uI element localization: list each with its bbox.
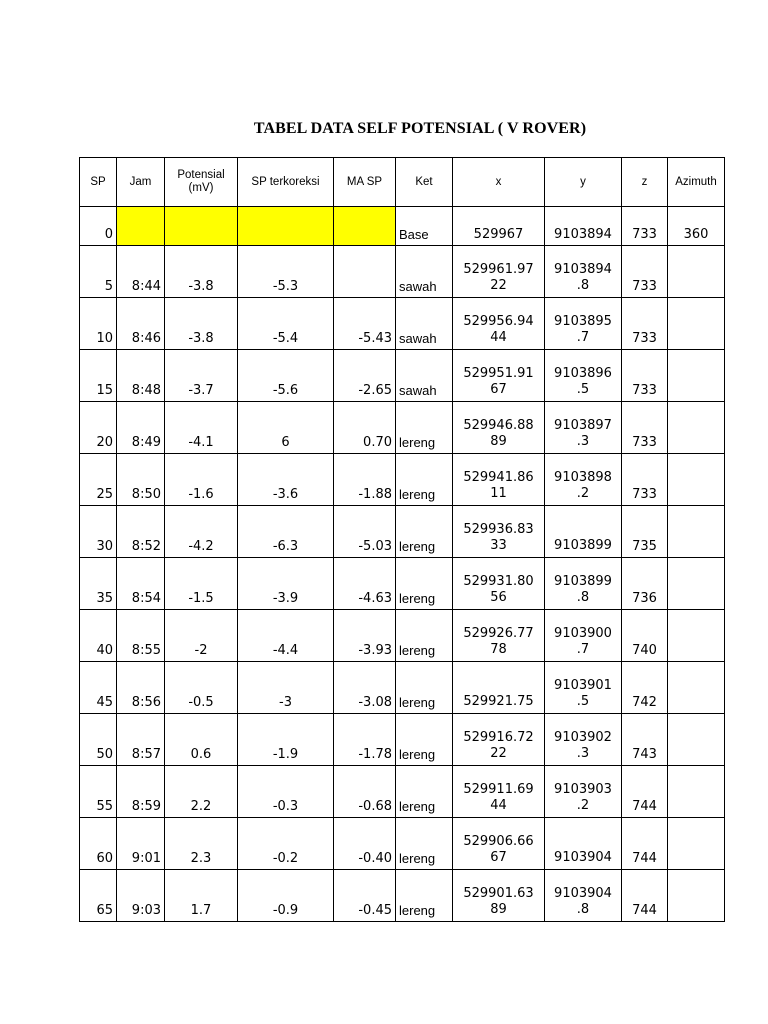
cell-ma-sp: -0.40 bbox=[334, 818, 396, 870]
cell-z: 733 bbox=[622, 454, 668, 506]
cell-sp: 55 bbox=[80, 766, 117, 818]
header-sp-terkoreksi: SP terkoreksi bbox=[238, 158, 334, 207]
cell-x: 529956.94 44 bbox=[453, 298, 545, 350]
cell-z: 742 bbox=[622, 662, 668, 714]
cell-ma-sp: -4.63 bbox=[334, 558, 396, 610]
cell-azimuth bbox=[668, 766, 725, 818]
cell-x: 529936.83 33 bbox=[453, 506, 545, 558]
header-row bbox=[80, 158, 725, 207]
cell-x: 529961.97 22 bbox=[453, 246, 545, 298]
cell-x: 529916.72 22 bbox=[453, 714, 545, 766]
cell-potensial: -3.8 bbox=[165, 298, 238, 350]
cell-ma-sp: -0.45 bbox=[334, 870, 396, 922]
cell-ma-sp: -2.65 bbox=[334, 350, 396, 402]
cell-azimuth bbox=[668, 870, 725, 922]
cell-ma-sp: -3.08 bbox=[334, 662, 396, 714]
table-row bbox=[80, 818, 725, 870]
cell-sp: 15 bbox=[80, 350, 117, 402]
header-azimuth: Azimuth bbox=[668, 158, 725, 207]
cell-ket: lereng bbox=[396, 558, 453, 610]
cell-jam: 8:49 bbox=[117, 402, 165, 454]
cell-potensial: 2.3 bbox=[165, 818, 238, 870]
cell-azimuth bbox=[668, 558, 725, 610]
cell-y: 9103902 .3 bbox=[545, 714, 622, 766]
cell-azimuth bbox=[668, 350, 725, 402]
cell-ket: lereng bbox=[396, 766, 453, 818]
cell-y: 9103894 bbox=[545, 207, 622, 246]
cell-azimuth bbox=[668, 402, 725, 454]
cell-ket: lereng bbox=[396, 506, 453, 558]
table-row bbox=[80, 714, 725, 766]
cell-azimuth bbox=[668, 662, 725, 714]
cell-potensial-highlight bbox=[165, 207, 238, 246]
cell-ma-sp-highlight bbox=[334, 207, 396, 246]
cell-potensial: -3.7 bbox=[165, 350, 238, 402]
cell-y: 9103903 .2 bbox=[545, 766, 622, 818]
cell-z: 736 bbox=[622, 558, 668, 610]
self-potential-table bbox=[79, 157, 725, 922]
cell-azimuth bbox=[668, 298, 725, 350]
cell-sp: 60 bbox=[80, 818, 117, 870]
cell-sp-terkoreksi: -0.3 bbox=[238, 766, 334, 818]
cell-y: 9103900 .7 bbox=[545, 610, 622, 662]
cell-jam-highlight bbox=[117, 207, 165, 246]
cell-ket: lereng bbox=[396, 870, 453, 922]
cell-jam: 8:54 bbox=[117, 558, 165, 610]
cell-potensial: 0.6 bbox=[165, 714, 238, 766]
cell-z: 733 bbox=[622, 246, 668, 298]
cell-ket: lereng bbox=[396, 610, 453, 662]
cell-sp: 0 bbox=[80, 207, 117, 246]
cell-z: 735 bbox=[622, 506, 668, 558]
cell-sp-terkoreksi: -1.9 bbox=[238, 714, 334, 766]
cell-sp: 5 bbox=[80, 246, 117, 298]
cell-sp-terkoreksi: 6 bbox=[238, 402, 334, 454]
cell-potensial: -1.6 bbox=[165, 454, 238, 506]
cell-azimuth bbox=[668, 246, 725, 298]
cell-y: 9103897 .3 bbox=[545, 402, 622, 454]
cell-ma-sp bbox=[334, 246, 396, 298]
cell-potensial: -1.5 bbox=[165, 558, 238, 610]
table-row bbox=[80, 298, 725, 350]
cell-x: 529941.86 11 bbox=[453, 454, 545, 506]
cell-potensial: 2.2 bbox=[165, 766, 238, 818]
cell-z: 740 bbox=[622, 610, 668, 662]
header-ma-sp: MA SP bbox=[334, 158, 396, 207]
cell-sp-terkoreksi: -0.2 bbox=[238, 818, 334, 870]
cell-sp-terkoreksi: -4.4 bbox=[238, 610, 334, 662]
base-row bbox=[80, 207, 725, 246]
cell-sp-terkoreksi: -3.6 bbox=[238, 454, 334, 506]
cell-sp: 35 bbox=[80, 558, 117, 610]
table-row bbox=[80, 402, 725, 454]
cell-sp: 65 bbox=[80, 870, 117, 922]
cell-azimuth bbox=[668, 506, 725, 558]
cell-sp: 25 bbox=[80, 454, 117, 506]
cell-sp: 40 bbox=[80, 610, 117, 662]
table-row bbox=[80, 766, 725, 818]
cell-sp: 50 bbox=[80, 714, 117, 766]
cell-sp: 10 bbox=[80, 298, 117, 350]
header-ket: Ket bbox=[396, 158, 453, 207]
cell-ket: lereng bbox=[396, 402, 453, 454]
cell-sp-terkoreksi: -5.3 bbox=[238, 246, 334, 298]
cell-ket: sawah bbox=[396, 298, 453, 350]
cell-ket: lereng bbox=[396, 662, 453, 714]
cell-sp-terkoreksi: -5.4 bbox=[238, 298, 334, 350]
cell-x: 529921.75 bbox=[453, 662, 545, 714]
cell-jam: 9:01 bbox=[117, 818, 165, 870]
cell-sp-terkoreksi-highlight bbox=[238, 207, 334, 246]
cell-ma-sp: -3.93 bbox=[334, 610, 396, 662]
cell-ket: lereng bbox=[396, 714, 453, 766]
cell-z: 733 bbox=[622, 207, 668, 246]
cell-x: 529967 bbox=[453, 207, 545, 246]
cell-jam: 8:56 bbox=[117, 662, 165, 714]
cell-y: 9103904 .8 bbox=[545, 870, 622, 922]
cell-ma-sp: -5.03 bbox=[334, 506, 396, 558]
cell-ket: sawah bbox=[396, 246, 453, 298]
cell-x: 529911.69 44 bbox=[453, 766, 545, 818]
header-z: z bbox=[622, 158, 668, 207]
cell-jam: 8:52 bbox=[117, 506, 165, 558]
cell-ma-sp: -1.88 bbox=[334, 454, 396, 506]
cell-jam: 8:44 bbox=[117, 246, 165, 298]
table-row bbox=[80, 870, 725, 922]
cell-y: 9103895 .7 bbox=[545, 298, 622, 350]
header-x: x bbox=[453, 158, 545, 207]
cell-sp-terkoreksi: -3 bbox=[238, 662, 334, 714]
cell-sp-terkoreksi: -0.9 bbox=[238, 870, 334, 922]
cell-ket: lereng bbox=[396, 454, 453, 506]
cell-sp: 45 bbox=[80, 662, 117, 714]
cell-x: 529946.88 89 bbox=[453, 402, 545, 454]
cell-z: 744 bbox=[622, 818, 668, 870]
table-body bbox=[80, 158, 725, 922]
cell-x: 529931.80 56 bbox=[453, 558, 545, 610]
cell-y: 9103901 .5 bbox=[545, 662, 622, 714]
cell-y: 9103904 bbox=[545, 818, 622, 870]
cell-potensial: -4.1 bbox=[165, 402, 238, 454]
cell-x: 529951.91 67 bbox=[453, 350, 545, 402]
cell-azimuth bbox=[668, 714, 725, 766]
cell-azimuth: 360 bbox=[668, 207, 725, 246]
table-row bbox=[80, 350, 725, 402]
table-row bbox=[80, 506, 725, 558]
cell-jam: 8:59 bbox=[117, 766, 165, 818]
header-jam: Jam bbox=[117, 158, 165, 207]
cell-z: 733 bbox=[622, 402, 668, 454]
cell-azimuth bbox=[668, 818, 725, 870]
cell-potensial: 1.7 bbox=[165, 870, 238, 922]
cell-jam: 8:48 bbox=[117, 350, 165, 402]
cell-z: 733 bbox=[622, 350, 668, 402]
cell-y: 9103899 bbox=[545, 506, 622, 558]
cell-ket: lereng bbox=[396, 818, 453, 870]
cell-x: 529901.63 89 bbox=[453, 870, 545, 922]
header-y: y bbox=[545, 158, 622, 207]
cell-z: 744 bbox=[622, 870, 668, 922]
cell-z: 744 bbox=[622, 766, 668, 818]
cell-y: 9103896 .5 bbox=[545, 350, 622, 402]
cell-ket: sawah bbox=[396, 350, 453, 402]
cell-z: 743 bbox=[622, 714, 668, 766]
table-row bbox=[80, 558, 725, 610]
cell-sp: 20 bbox=[80, 402, 117, 454]
cell-sp-terkoreksi: -6.3 bbox=[238, 506, 334, 558]
cell-azimuth bbox=[668, 610, 725, 662]
cell-potensial: -0.5 bbox=[165, 662, 238, 714]
cell-z: 733 bbox=[622, 298, 668, 350]
table-title: TABEL DATA SELF POTENSIAL ( V ROVER) bbox=[253, 120, 587, 137]
cell-jam: 8:50 bbox=[117, 454, 165, 506]
cell-ma-sp: 0.70 bbox=[334, 402, 396, 454]
cell-ma-sp: -1.78 bbox=[334, 714, 396, 766]
header-sp: SP bbox=[80, 158, 117, 207]
cell-sp: 30 bbox=[80, 506, 117, 558]
cell-jam: 8:46 bbox=[117, 298, 165, 350]
table-row bbox=[80, 454, 725, 506]
table-row bbox=[80, 610, 725, 662]
cell-x: 529926.77 78 bbox=[453, 610, 545, 662]
cell-jam: 8:55 bbox=[117, 610, 165, 662]
cell-sp-terkoreksi: -5.6 bbox=[238, 350, 334, 402]
cell-azimuth bbox=[668, 454, 725, 506]
cell-y: 9103898 .2 bbox=[545, 454, 622, 506]
cell-potensial: -2 bbox=[165, 610, 238, 662]
cell-potensial: -4.2 bbox=[165, 506, 238, 558]
table-row bbox=[80, 662, 725, 714]
cell-ma-sp: -5.43 bbox=[334, 298, 396, 350]
cell-ma-sp: -0.68 bbox=[334, 766, 396, 818]
cell-jam: 8:57 bbox=[117, 714, 165, 766]
cell-y: 9103894 .8 bbox=[545, 246, 622, 298]
cell-jam: 9:03 bbox=[117, 870, 165, 922]
cell-x: 529906.66 67 bbox=[453, 818, 545, 870]
cell-ket: Base bbox=[396, 207, 453, 246]
header-potensial: Potensial (mV) bbox=[165, 158, 238, 207]
table-row bbox=[80, 246, 725, 298]
cell-y: 9103899 .8 bbox=[545, 558, 622, 610]
cell-sp-terkoreksi: -3.9 bbox=[238, 558, 334, 610]
cell-potensial: -3.8 bbox=[165, 246, 238, 298]
